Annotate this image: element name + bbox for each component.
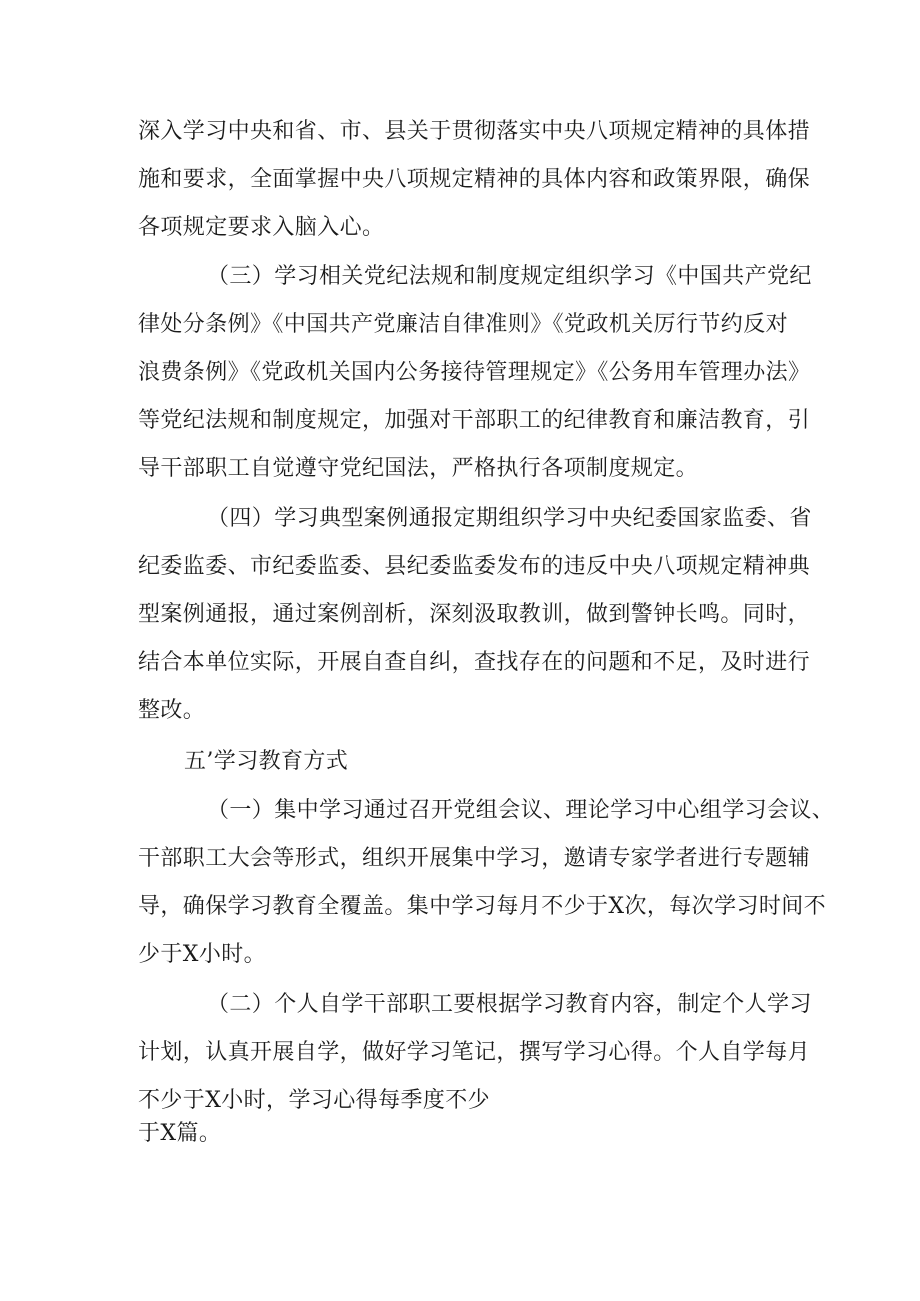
paragraph-2-line-3: 各项规定要求入脑入心。 <box>138 215 385 240</box>
paragraph-5-line-3: 导，确保学习教育全覆盖。集中学习每月不少于X次，每次学习时间不 <box>138 894 827 919</box>
paragraph-4-line-1: （四）学习典型案例通报定期组织学习中央纪委国家监委、省 <box>207 506 812 531</box>
paragraph-5-line-2: 干部职工大会等形式，组织开展集中学习，邀请专家学者进行专题辅 <box>138 846 811 871</box>
paragraph-3-line-4: 等党纪法规和制度规定，加强对干部职工的纪律教育和廉洁教育，引 <box>138 408 811 433</box>
paragraph-6-line-4: 于X篇。 <box>138 1121 222 1146</box>
paragraph-4-line-4: 结合本单位实际，开展自查自纠，查找存在的问题和不足，及时进行 <box>138 650 811 675</box>
paragraph-4-line-3: 型案例通报，通过案例剖析，深刻汲取教训，做到警钟长鸣。同时， <box>138 602 811 627</box>
paragraph-3-line-3: 浪费条例》《党政机关国内公务接待管理规定》《公务用车管理办法》 <box>138 360 811 385</box>
paragraph-4-line-5: 整改。 <box>138 698 206 723</box>
paragraph-2-line-1: 深入学习中央和省、市、县关于贯彻落实中央八项规定精神的具体措 <box>138 119 811 144</box>
section-heading: 五’学习教育方式 <box>184 749 349 774</box>
paragraph-5-line-1: （一）集中学习通过召开党组会议、理论学习中心组学习会议、 <box>207 798 835 823</box>
paragraph-6-line-2: 计划，认真开展自学，做好学习笔记，撰写学习心得。个人自学每月 <box>138 1040 811 1065</box>
paragraph-3-line-1: （三）学习相关党纪法规和制度规定组织学习《中国共产党纪 <box>207 264 812 289</box>
paragraph-4-line-2: 纪委监委、市纪委监委、县纪委监委发布的违反中央八项规定精神典 <box>138 554 811 579</box>
paragraph-6-line-1: （二）个人自学干部职工要根据学习教育内容，制定个人学习 <box>207 992 812 1017</box>
paragraph-3-line-2: 律处分条例》《中国共产党廉洁自律准则》《党政机关厉行节约反对 <box>138 312 789 337</box>
paragraph-3-line-5: 导干部职工自觉遵守党纪国法，严格执行各项制度规定。 <box>138 456 699 481</box>
paragraph-6-line-3: 不少于X小时，学习心得每季度不少 <box>138 1088 491 1113</box>
paragraph-2-line-2: 施和要求，全面掌握中央八项规定精神的具体内容和政策界限，确保 <box>138 167 811 192</box>
paragraph-5-line-4: 少于X小时。 <box>138 942 267 967</box>
